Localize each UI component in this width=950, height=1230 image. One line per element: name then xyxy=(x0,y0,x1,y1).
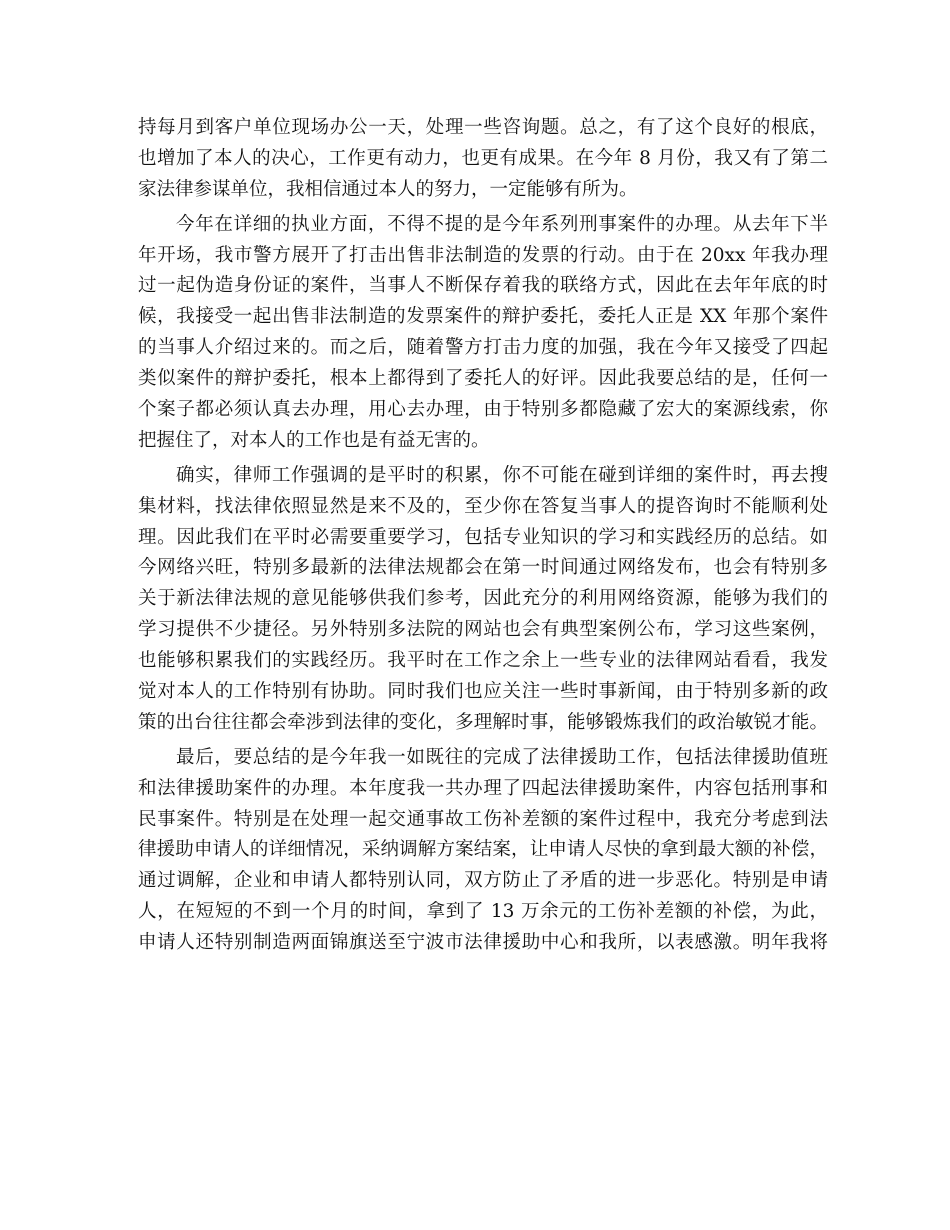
text-line: 学习提供不少捷径。另外特别多法院的网站也会有典型案例公布，学习这些案例， xyxy=(138,619,828,641)
text-line: 关于新法律法规的意见能够供我们参考，因此充分的利用网络资源，能够为我们的 xyxy=(138,588,828,610)
text-line: 的当事人介绍过来的。而之后，随着警方打击力度的加强，我在今年又接受了四起 xyxy=(138,337,828,359)
text-line: 过一起伪造身份证的案件，当事人不断保存着我的联络方式，因此在去年年底的时 xyxy=(138,275,828,297)
text-line: 个案子都必须认真去办理，用心去办理，由于特别多都隐藏了宏大的案源线索，你 xyxy=(138,399,828,421)
text-line: 通过调解，企业和申请人都特别认同，双方防止了矛盾的进一步恶化。特别是申请 xyxy=(138,870,828,892)
text-line: 和法律援助案件的办理。本年度我一共办理了四起法律援助案件，内容包括刑事和 xyxy=(138,777,828,799)
text-line: 律援助申请人的详细情况，采纳调解方案结案，让申请人尽快的拿到最大额的补偿， xyxy=(138,839,828,861)
text-line: 也能够积累我们的实践经历。我平时在工作之余上一些专业的法律网站看看，我发 xyxy=(138,650,828,672)
text-line: 今年在详细的执业方面，不得不提的是今年系列刑事案件的办理。从去年下半 xyxy=(176,213,828,235)
text-line: 家法律参谋单位，我相信通过本人的努力，一定能够有所为。 xyxy=(138,178,638,200)
text-line: 把握住了，对本人的工作也是有益无害的。 xyxy=(138,429,490,451)
paragraph-1 xyxy=(138,113,828,206)
text-line: 觉对本人的工作特别有协助。同时我们也应关注一些时事新闻，由于特别多新的政 xyxy=(138,681,828,703)
paragraph-4 xyxy=(138,743,828,959)
text-line: 类似案件的辩护委托，根本上都得到了委托人的好评。因此我要总结的是，任何一 xyxy=(138,368,828,390)
text-line: 人，在短短的不到一个月的时间，拿到了 13 万余元的工伤补差额的补偿，为此， xyxy=(138,901,828,923)
text-line: 年开场，我市警方展开了打击出售非法制造的发票的行动。由于在 20xx 年我办理 xyxy=(138,244,828,266)
text-line: 持每月到客户单位现场办公一天，处理一些咨询题。总之，有了这个良好的根底， xyxy=(138,117,828,138)
text-line: 确实，律师工作强调的是平时的积累，你不可能在碰到详细的案件时，再去搜 xyxy=(176,464,828,486)
text-line: 集材料，找法律依照显然是来不及的，至少你在答复当事人的提咨询时不能顺利处 xyxy=(138,495,828,517)
text-line: 申请人还特别制造两面锦旗送至宁波市法律援助中心和我所，以表感激。明年我将 xyxy=(138,932,828,954)
text-line: 理。因此我们在平时必需要重要学习，包括专业知识的学习和实践经历的总结。如 xyxy=(138,526,828,548)
paragraph-2 xyxy=(138,210,828,457)
paragraph-3 xyxy=(138,461,828,739)
text-line: 最后，要总结的是今年我一如既往的完成了法律援助工作，包括法律援助值班 xyxy=(176,746,828,768)
body-text xyxy=(138,113,828,959)
text-line: 今网络兴旺，特别多最新的法律法规都会在第一时间通过网络发布，也会有特别多 xyxy=(138,557,828,579)
text-line: 民事案件。特别是在处理一起交通事故工伤补差额的案件过程中，我充分考虑到法 xyxy=(138,808,828,830)
text-line: 候，我接受一起出售非法制造的发票案件的辩护委托，委托人正是 XX 年那个案件 xyxy=(138,306,828,328)
text-line: 策的出台往往都会牵涉到法律的变化，多理解时事，能够锻炼我们的政治敏锐才能。 xyxy=(138,711,828,733)
text-line: 也增加了本人的决心，工作更有动力，也更有成果。在今年 8 月份，我又有了第二 xyxy=(138,147,828,169)
